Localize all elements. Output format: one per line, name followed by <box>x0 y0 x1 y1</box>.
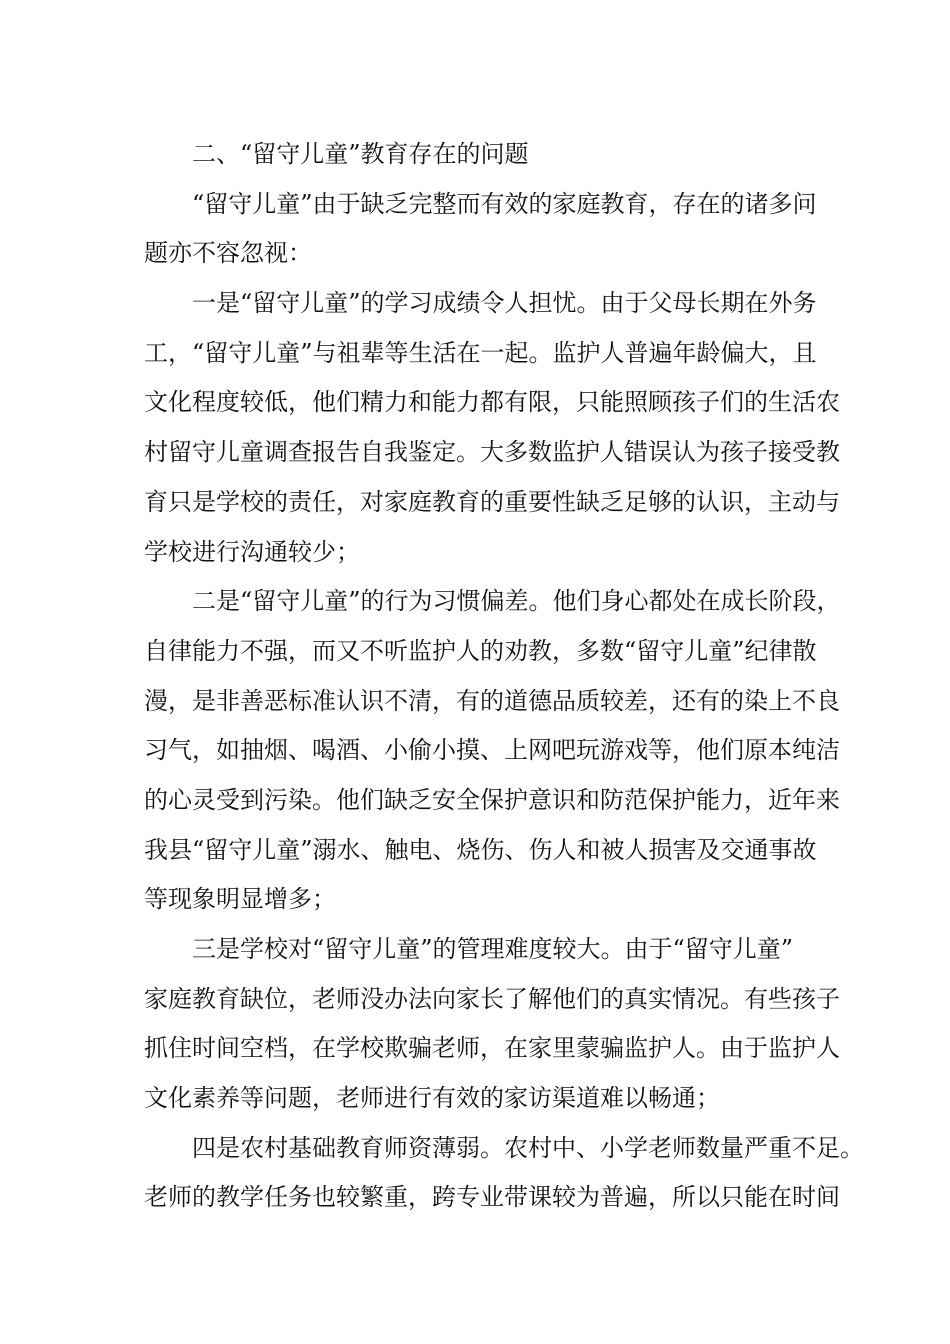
text-line: 的心灵受到污染。他们缺乏安全保护意识和防范保护能力，近年来 <box>144 785 840 814</box>
text-line: 学校进行沟通较少； <box>144 537 360 566</box>
text-line: 育只是学校的责任，对家庭教育的重要性缺乏足够的认识，主动与 <box>144 487 840 516</box>
text-line: 等现象明显增多； <box>144 885 336 914</box>
text-line: 一是“留守儿童”的学习成绩令人担忧。由于父母长期在外务 <box>192 289 817 318</box>
text-line: 二、“留守儿童”教育存在的问题 <box>192 140 529 168</box>
text-line: 工，“留守儿童”与祖辈等生活在一起。监护人普遍年龄偏大，且 <box>144 338 817 367</box>
text-line: 家庭教育缺位，老师没办法向家长了解他们的真实情况。有些孩子 <box>144 984 840 1013</box>
text-line: 习气，如抽烟、喝酒、小偷小摸、上网吧玩游戏等，他们原本纯洁 <box>144 736 840 765</box>
text-line: 村留守儿童调查报告自我鉴定。大多数监护人错误认为孩子接受教 <box>144 438 840 467</box>
text-line: 文化程度较低，他们精力和能力都有限，只能照顾孩子们的生活农 <box>144 388 840 417</box>
text-line: 四是农村基础教育师资薄弱。农村中、小学老师数量严重不足。 <box>192 1133 864 1162</box>
text-line: 我县“留守儿童”溺水、触电、烧伤、伤人和被人损害及交通事故 <box>144 835 817 864</box>
text-line: 二是“留守儿童”的行为习惯偏差。他们身心都处在成长阶段， <box>192 587 841 616</box>
text-line: 自律能力不强，而又不听监护人的劝教，多数“留守儿童”纪律散 <box>144 636 817 665</box>
text-line: 漫，是非善恶标准认识不清，有的道德品质较差，还有的染上不良 <box>144 686 840 715</box>
text-line: 三是学校对“留守儿童”的管理难度较大。由于“留守儿童” <box>192 935 794 963</box>
text-line: “留守儿童”由于缺乏完整而有效的家庭教育，存在的诸多问 <box>192 189 817 218</box>
text-line: 题亦不容忽视： <box>144 239 312 268</box>
text-line: 抓住时间空档，在学校欺骗老师，在家里蒙骗监护人。由于监护人 <box>144 1034 840 1063</box>
document-body <box>144 130 864 1223</box>
text-line: 文化素养等问题，老师进行有效的家访渠道难以畅通； <box>144 1084 720 1113</box>
text-line: 老师的教学任务也较繁重，跨专业带课较为普遍，所以只能在时间 <box>144 1183 840 1212</box>
